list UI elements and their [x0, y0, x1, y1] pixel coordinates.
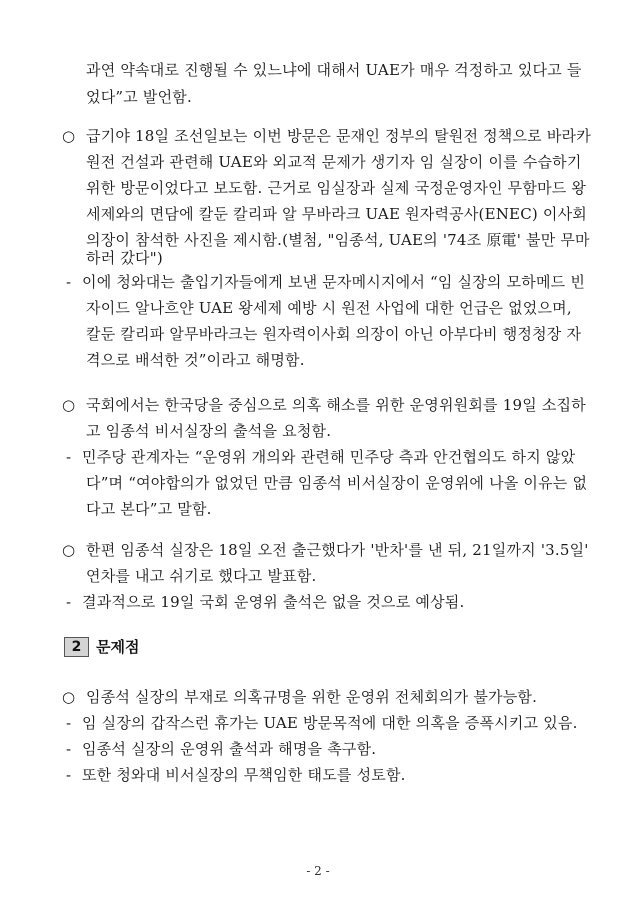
paragraph-line: 고 임종석 비서실장의 출석을 요청함.: [86, 422, 332, 440]
paragraph-line: 한편 임종석 실장은 18일 오전 출근했다가 '반차'를 낸 뒤, 21일까지 '3.5일': [86, 541, 589, 559]
paragraph-line: 민주당 관계자는 “운영위 개의와 관련해 민주당 측과 안건협의도 하지 않았: [82, 448, 576, 466]
paragraph-line: 임종석 실장의 부재로 의혹규명을 위한 운영위 전체회의가 불가능함.: [86, 688, 538, 706]
paragraph-line: 었다”고 발언함.: [86, 88, 192, 106]
circle-bullet-icon: ○: [62, 541, 76, 559]
paragraph-line: 다”며 “여야합의가 없었던 만큼 임종석 비서실장이 운영위에 나올 이유는 없: [86, 474, 588, 492]
paragraph-line: 위한 방문이었다고 보도함. 근거로 임실장과 실제 국정운영자인 무함마드 왕: [86, 179, 587, 197]
circle-bullet-icon: ○: [62, 127, 76, 145]
section-title: 문제점: [96, 638, 140, 656]
paragraph-line: 국회에서는 한국당을 중심으로 의혹 해소를 위한 운영위원회를 19일 소집하: [86, 396, 586, 414]
dash-bullet-icon: -: [66, 273, 72, 291]
dash-bullet-icon: -: [66, 593, 72, 611]
paragraph-line: 하러 갔다"): [86, 249, 163, 267]
dash-bullet-icon: -: [66, 714, 72, 732]
circle-bullet-icon: ○: [62, 396, 76, 414]
section-number-badge: 2: [64, 637, 89, 657]
paragraph-line: 원전 건설과 관련해 UAE와 외교적 문제가 생기자 임 실장이 이를 수습하기: [86, 153, 582, 171]
paragraph-line: 자이드 알나흐얀 UAE 왕세제 예방 시 원전 사업에 대한 언급은 없었으며,: [86, 299, 572, 317]
paragraph-line: 격으로 배석한 것”이라고 해명함.: [86, 351, 305, 369]
paragraph-line: 임종석 실장의 운영위 출석과 해명을 촉구함.: [82, 740, 377, 758]
page-number: - 2 -: [306, 864, 330, 878]
paragraph-line: 다고 본다”고 말함.: [86, 500, 212, 518]
circle-bullet-icon: ○: [62, 688, 76, 706]
paragraph-line: 임 실장의 갑작스런 휴가는 UAE 방문목적에 대한 의혹을 증폭시키고 있음.: [82, 714, 578, 732]
paragraph-line: 또한 청와대 비서실장의 무책임한 태도를 성토함.: [82, 766, 406, 784]
dash-bullet-icon: -: [66, 740, 72, 758]
paragraph-line: 과연 약속대로 진행될 수 있느냐에 대해서 UAE가 매우 걱정하고 있다고 들: [86, 61, 582, 79]
paragraph-line: 이에 청와대는 출입기자들에게 보낸 문자메시지에서 “임 실장의 모하메드 빈: [82, 273, 586, 291]
paragraph-line: 급기야 18일 조선일보는 이번 방문은 문재인 정부의 탈원전 정책으로 바라카: [86, 127, 591, 145]
paragraph-line: 연차를 내고 쉬기로 했다고 발표함.: [86, 567, 317, 585]
paragraph-line: 결과적으로 19일 국회 운영위 출석은 없을 것으로 예상됨.: [82, 593, 465, 611]
paragraph-line: 칼둔 칼리파 알무바라크는 원자력이사회 의장이 아닌 아부다비 행정청장 자: [86, 325, 582, 343]
dash-bullet-icon: -: [66, 766, 72, 784]
paragraph-line: 세제와의 면담에 칼둔 칼리파 알 무바라크 UAE 원자력공사(ENEC) 이사회: [86, 205, 587, 223]
paragraph-line: 의장이 참석한 사진을 제시함.(별첨, "임종석, UAE의 '74조 原電' 불만 무마: [86, 231, 590, 249]
dash-bullet-icon: -: [66, 448, 72, 466]
